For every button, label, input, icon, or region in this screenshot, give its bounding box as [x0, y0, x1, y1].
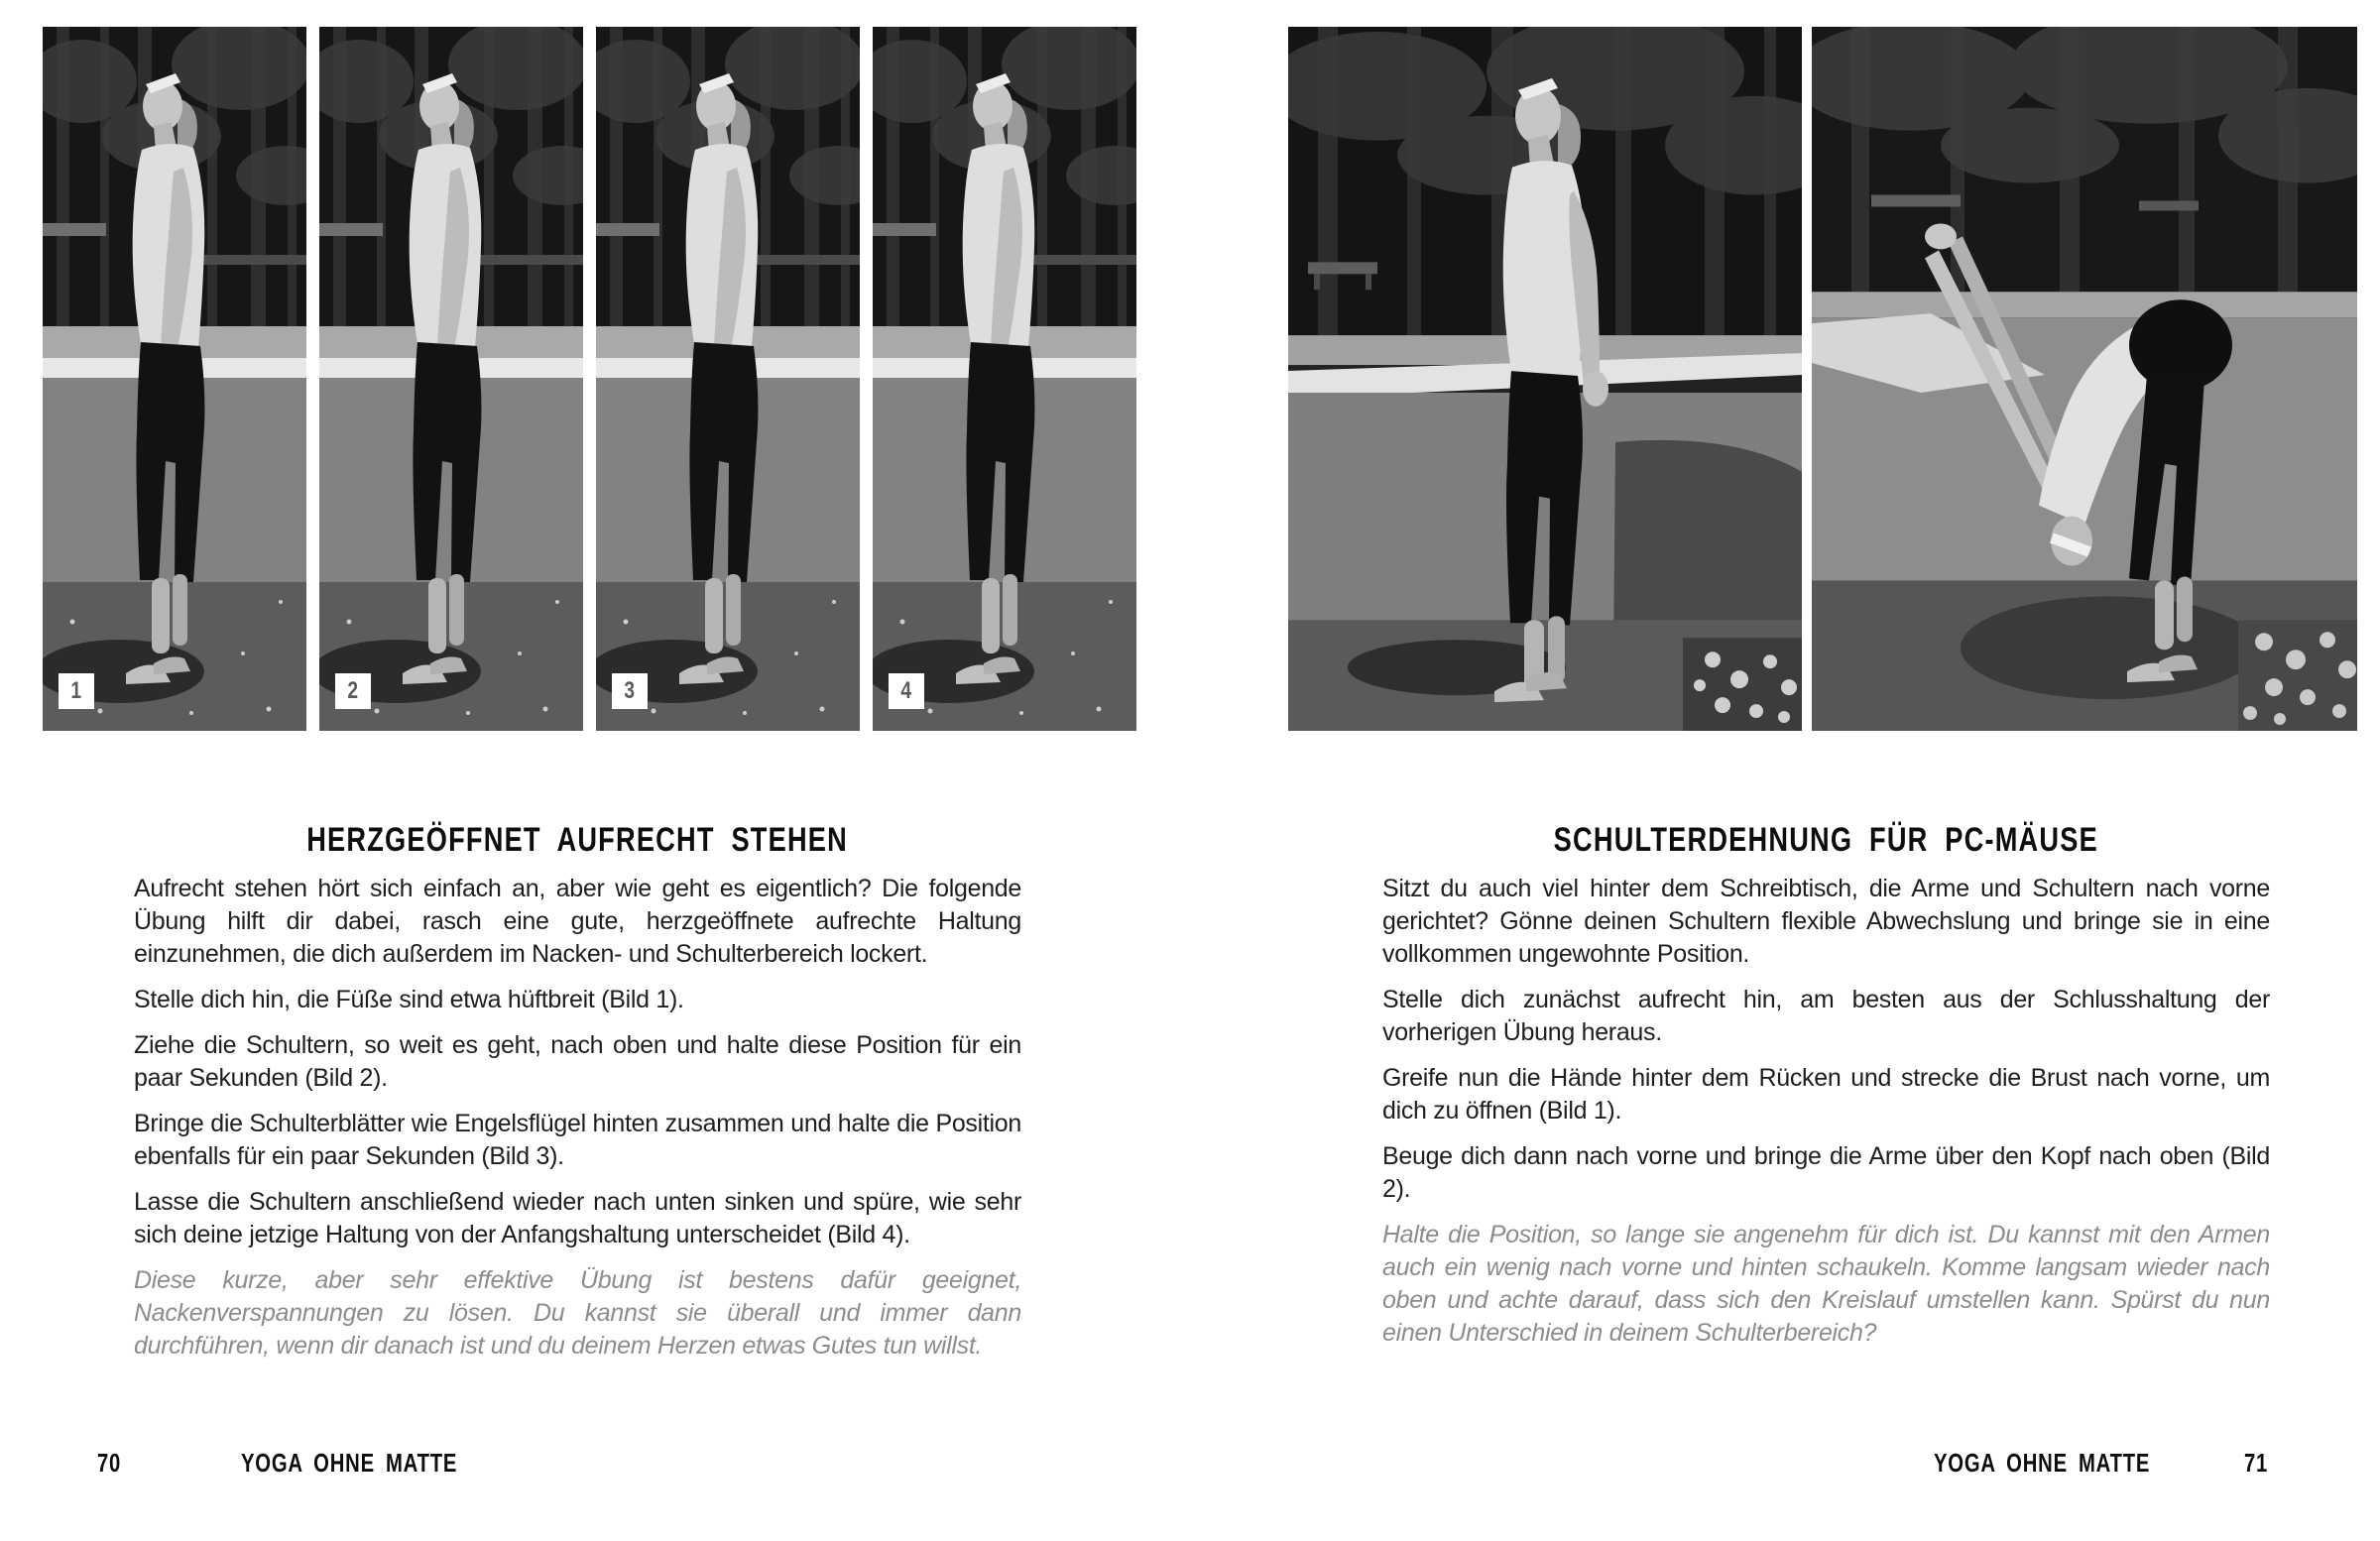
photo-number: 4	[900, 677, 912, 704]
left-running-title: YOGA OHNE MATTE	[241, 1448, 458, 1478]
right-page-title-text: SCHULTERDEHNUNG FÜR PC-MÄUSE	[1553, 821, 2099, 859]
exercise-photo-1	[43, 27, 306, 731]
tip-note: Diese kurze, aber sehr effektive Übung ist bestens dafür geeignet, Nackenverspannungen zu lösen. Du kannst sie überall und immer dann durchführen, wenn dir danach ist und du deinem Herzen etwas Gutes tun willst.	[134, 1266, 1021, 1360]
paragraph: Ziehe die Schultern, so weit es geht, nach oben und halte diese Position für ein paar Sekunden (Bild 2).	[134, 1031, 1021, 1092]
exercise-photo-3	[596, 27, 860, 731]
right-page-title	[1382, 821, 2270, 860]
standing-pose-photo-illustration	[43, 27, 306, 731]
standing-pose-photo-illustration	[873, 27, 1136, 731]
photo-number: 3	[624, 677, 636, 704]
standing-hands-behind-back-photo-illustration	[1288, 27, 1802, 731]
photo-number-badge	[59, 673, 94, 709]
paragraph: Aufrecht stehen hört sich einfach an, aber wie geht es eigentlich? Die folgende Übung hilft dir dabei, rasch eine gute, herzgeöffnete aufrechte Haltung einzunehmen, die dich außerdem im Nacken- und Schulterbereich lockert.	[134, 875, 1021, 968]
left-page-body	[134, 873, 1021, 1363]
tip-note: Halte die Position, so lange sie angenehm für dich ist. Du kannst mit den Armen auch ein wenig nach vorne und hinten schaukeln. Komme langsam wieder nach oben und achte darauf, dass sich den Kreislauf umstellen kann. Spürst du nun einen Unterschied in deinem Schulterbereich?	[1382, 1221, 2270, 1347]
paragraph: Greife nun die Hände hinter dem Rücken und strecke die Brust nach vorne, um dich zu öffnen (Bild 1).	[1382, 1064, 2270, 1125]
photo-number-badge	[612, 673, 648, 709]
standing-pose-photo-illustration	[319, 27, 583, 731]
paragraph: Lasse die Schultern anschließend wieder nach unten sinken und spüre, wie sehr sich deine jetzige Haltung von der Anfangshaltung unterscheidet (Bild 4).	[134, 1188, 1021, 1248]
exercise-photo-forward-fold	[1812, 27, 2357, 731]
left-page-photo-sequence	[43, 27, 1139, 731]
left-page-title	[134, 821, 1021, 860]
exercise-photo-4	[873, 27, 1136, 731]
left-page-title-text: HERZGEÖFFNET AUFRECHT STEHEN	[306, 821, 849, 859]
right-running-title: YOGA OHNE MATTE	[1934, 1448, 2151, 1478]
exercise-photo-2	[319, 27, 583, 731]
forward-fold-arms-up-photo-illustration	[1812, 27, 2357, 731]
right-page-photo-sequence	[1288, 27, 2357, 731]
standing-pose-photo-illustration	[596, 27, 860, 731]
right-page-body	[1382, 873, 2270, 1350]
photo-number-badge	[889, 673, 924, 709]
photo-number-badge	[335, 673, 371, 709]
paragraph: Bringe die Schulterblätter wie Engelsflügel hinten zusammen und halte die Position ebenfalls für ein paar Sekunden (Bild 3).	[134, 1110, 1021, 1170]
exercise-photo-hands-behind-back	[1288, 27, 1802, 731]
paragraph: Beuge dich dann nach vorne und bringe die Arme über den Kopf nach oben (Bild 2).	[1382, 1142, 2270, 1203]
paragraph: Stelle dich zunächst aufrecht hin, am besten aus der Schlusshaltung der vorherigen Übung heraus.	[1382, 986, 2270, 1046]
left-page-number: 70	[97, 1448, 122, 1478]
right-page-number: 71	[2244, 1448, 2269, 1478]
photo-number: 1	[70, 677, 82, 704]
paragraph: Sitzt du auch viel hinter dem Schreibtisch, die Arme und Schultern nach vorne gerichtet? Gönne deinen Schultern flexible Abwechslung und bringe sie in eine vollkommen ungewohnte Position.	[1382, 875, 2270, 968]
photo-number: 2	[347, 677, 359, 704]
paragraph: Stelle dich hin, die Füße sind etwa hüftbreit (Bild 1).	[134, 986, 684, 1013]
